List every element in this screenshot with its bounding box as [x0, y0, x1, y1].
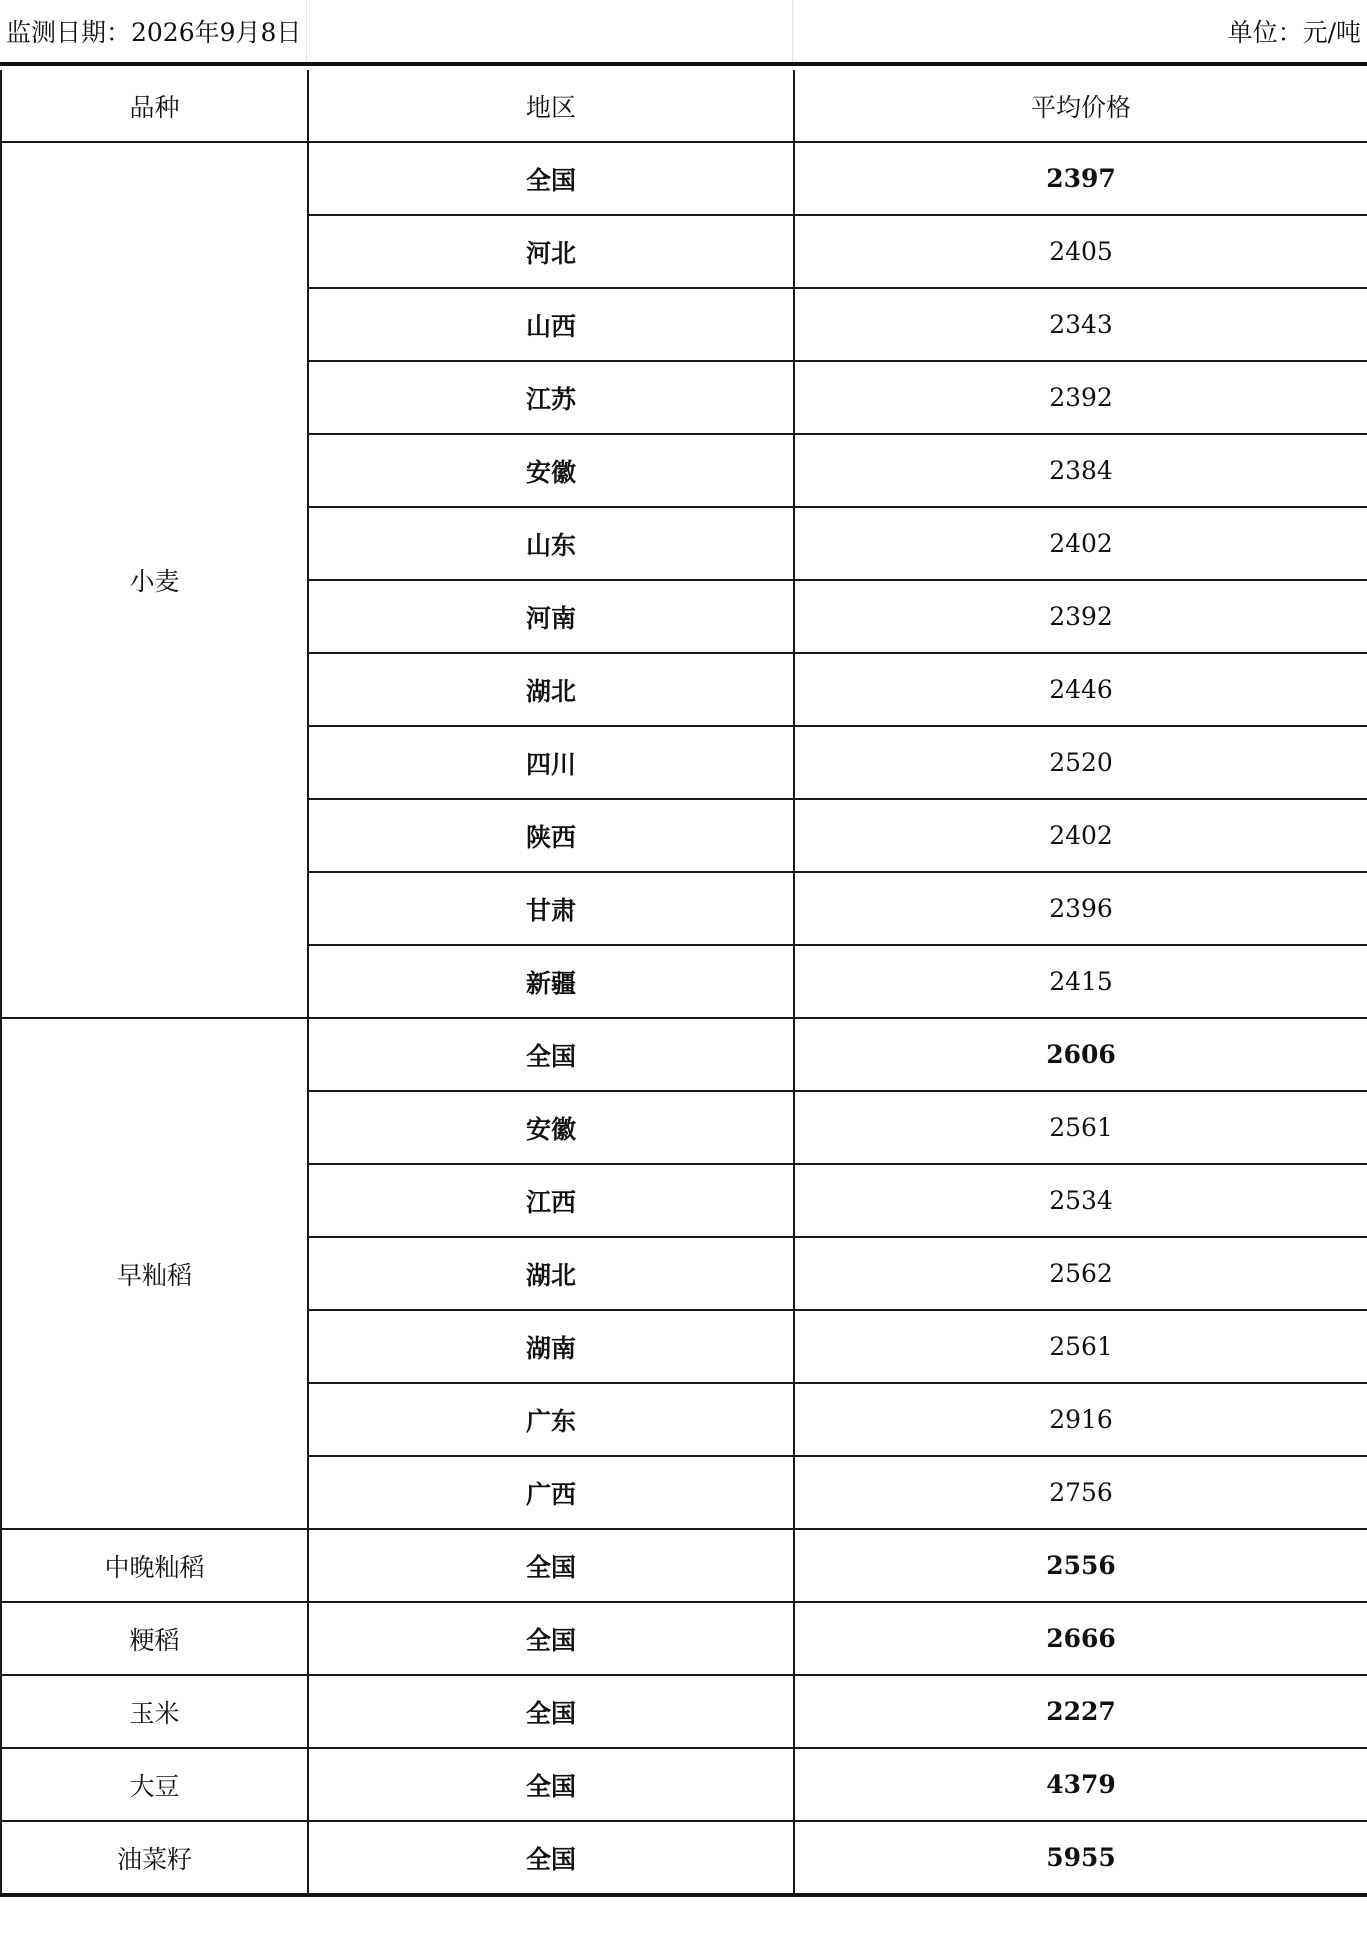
- region-cell: 江苏: [308, 361, 794, 434]
- variety-cell: 大豆: [1, 1748, 308, 1821]
- price-cell: 2561: [794, 1091, 1367, 1164]
- price-cell: 2415: [794, 945, 1367, 1018]
- price-cell: 2402: [794, 507, 1367, 580]
- region-cell: 全国: [308, 1821, 794, 1895]
- region-cell: 全国: [308, 1602, 794, 1675]
- variety-cell: 粳稻: [1, 1602, 308, 1675]
- price-cell: 2396: [794, 872, 1367, 945]
- region-cell: 河南: [308, 580, 794, 653]
- table-row: [1, 1748, 1367, 1821]
- price-cell: 2756: [794, 1456, 1367, 1529]
- region-cell: 湖南: [308, 1310, 794, 1383]
- table-row: [1, 1675, 1367, 1748]
- column-header-price: 平均价格: [794, 70, 1367, 142]
- table-row: [1, 1018, 1367, 1091]
- price-cell: 5955: [794, 1821, 1367, 1895]
- variety-cell: 玉米: [1, 1675, 308, 1748]
- price-cell: 2343: [794, 288, 1367, 361]
- report-header-bar: [0, 0, 1367, 66]
- region-cell: 安徽: [308, 434, 794, 507]
- table-row: [1, 142, 1367, 215]
- variety-cell: 小麦: [1, 142, 308, 1018]
- price-cell: 2520: [794, 726, 1367, 799]
- region-cell: 湖北: [308, 653, 794, 726]
- table-row: [1, 1821, 1367, 1895]
- price-cell: 4379: [794, 1748, 1367, 1821]
- region-cell: 新疆: [308, 945, 794, 1018]
- price-cell: 2562: [794, 1237, 1367, 1310]
- price-cell: 2405: [794, 215, 1367, 288]
- column-header-variety: 品种: [1, 70, 308, 142]
- region-cell: 湖北: [308, 1237, 794, 1310]
- unit-label: 单位：元/吨: [1227, 18, 1361, 47]
- monitor-date-label: 监测日期：2026年9月8日: [0, 0, 307, 62]
- region-cell: 全国: [308, 1018, 794, 1091]
- region-cell: 江西: [308, 1164, 794, 1237]
- variety-cell: 油菜籽: [1, 1821, 308, 1895]
- price-cell: 2534: [794, 1164, 1367, 1237]
- price-cell: 2397: [794, 142, 1367, 215]
- variety-cell: 早籼稻: [1, 1018, 308, 1529]
- header-spacer: [307, 0, 793, 62]
- header-row: [1, 70, 1367, 142]
- region-cell: 四川: [308, 726, 794, 799]
- price-cell: 2392: [794, 361, 1367, 434]
- price-cell: 2561: [794, 1310, 1367, 1383]
- table-header: [1, 70, 1367, 142]
- price-cell: 2392: [794, 580, 1367, 653]
- region-cell: 陕西: [308, 799, 794, 872]
- table-row: [1, 1529, 1367, 1602]
- price-cell: 2402: [794, 799, 1367, 872]
- price-cell: 2556: [794, 1529, 1367, 1602]
- region-cell: 全国: [308, 1675, 794, 1748]
- price-table: [0, 70, 1367, 1897]
- variety-cell: 中晚籼稻: [1, 1529, 308, 1602]
- price-cell: 2384: [794, 434, 1367, 507]
- region-cell: 全国: [308, 1529, 794, 1602]
- region-cell: 河北: [308, 215, 794, 288]
- region-cell: 山西: [308, 288, 794, 361]
- table-row: [1, 1602, 1367, 1675]
- region-cell: 广西: [308, 1456, 794, 1529]
- price-cell: 2916: [794, 1383, 1367, 1456]
- region-cell: 全国: [308, 1748, 794, 1821]
- price-cell: 2227: [794, 1675, 1367, 1748]
- table-body: [1, 142, 1367, 1895]
- price-cell: 2446: [794, 653, 1367, 726]
- region-cell: 甘肃: [308, 872, 794, 945]
- price-cell: 2666: [794, 1602, 1367, 1675]
- region-cell: 安徽: [308, 1091, 794, 1164]
- region-cell: 广东: [308, 1383, 794, 1456]
- column-header-region: 地区: [308, 70, 794, 142]
- price-cell: 2606: [794, 1018, 1367, 1091]
- region-cell: 全国: [308, 142, 794, 215]
- region-cell: 山东: [308, 507, 794, 580]
